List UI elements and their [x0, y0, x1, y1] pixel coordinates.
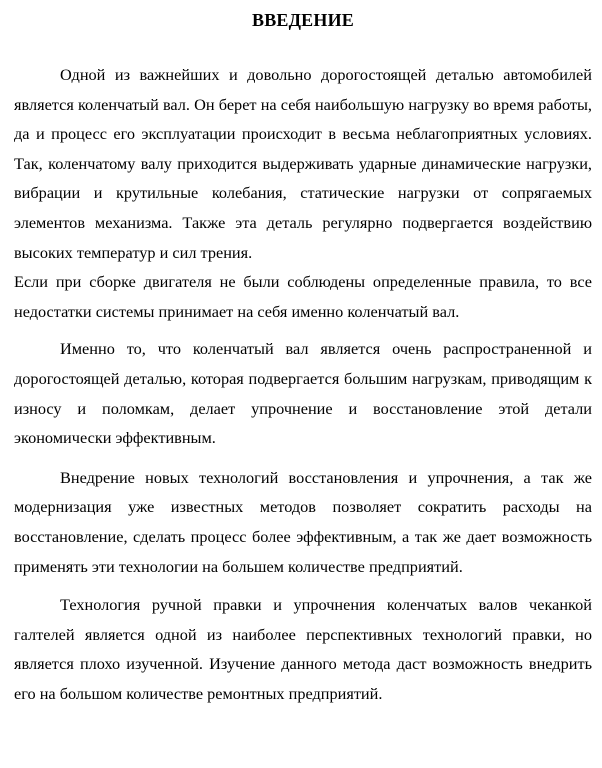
- page-title: ВВЕДЕНИЕ: [251, 10, 354, 30]
- paragraph-4: Внедрение новых технологий восстановления и упрочнения, а так же модернизация уже известных методов позволяет сократить расходы на восстановление, сделать процесс более эффективным, а так же дает возможность применять эти технологии на большем количестве предприятий.: [14, 467, 592, 576]
- paragraph-1: Одной из важнейших и довольно дорогостоящей деталью автомобилей является коленчатый вал. Он берет на себя наибольшую нагрузку во время работы, да и процесс его эксплуатации происходит в весьма неблагоприятных условиях. Так, коленчатому валу приходится выдерживать ударные динамические нагрузки, вибрации и крутильные колебания, статические нагрузки от сопрягаемых элементов механизма. Также эта деталь регулярно подвергается воздействию высоких температур и сил трения.: [14, 65, 592, 262]
- paragraph-2: Если при сборке двигателя не были соблюдены определенные правила, то все недостатки системы принимает на себя именно коленчатый вал.: [14, 272, 592, 321]
- paragraph-3: Именно то, что коленчатый вал является очень распространенной и дорогостоящей деталью, которая подвергается большим нагрузкам, приводящим к износу и поломкам, делает упрочнение и восстановление этой детали экономически эффективным.: [14, 339, 592, 448]
- document-page: [14, 0, 592, 708]
- paragraph-5: Технология ручной правки и упрочнения коленчатых валов чеканкой галтелей является одной из наиболее перспективных технологий правки, но является плохо изученной. Изучение данного метода даст возможность внедрить его на большом количестве ремонтных предприятий.: [14, 595, 592, 703]
